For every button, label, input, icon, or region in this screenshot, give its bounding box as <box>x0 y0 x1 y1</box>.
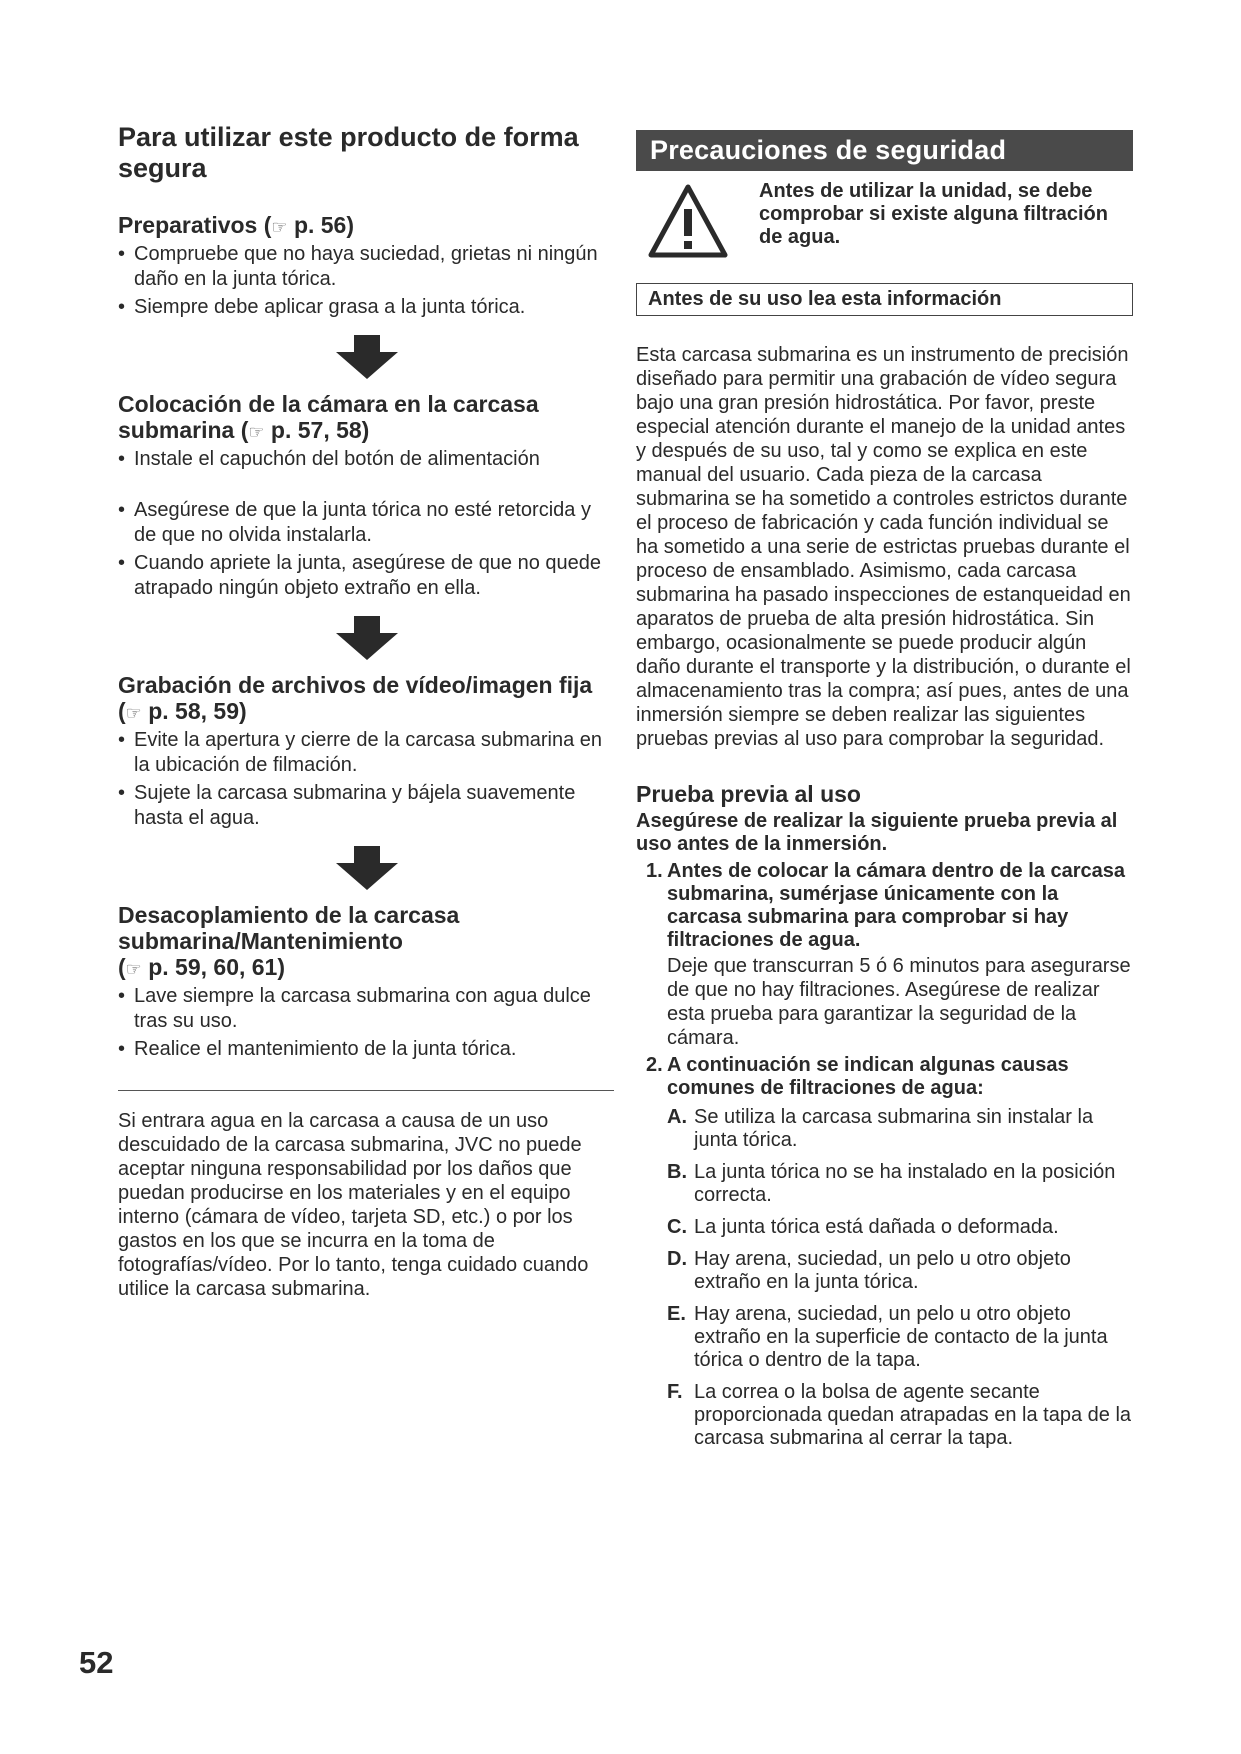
down-arrow-icon <box>118 834 613 902</box>
cause-item: A. Se utiliza la carcasa submarina sin instalar la junta tórica. <box>667 1106 1094 1151</box>
section-title: Precauciones de seguridad <box>636 130 1133 171</box>
pretest-lead: Asegúrese de realizar la siguiente prueba previa al uso antes de la inmersión. <box>636 810 1118 855</box>
step-heading: Grabación de archivos de vídeo/imagen fija (☞ p. 58, 59) <box>118 672 593 724</box>
causes-list <box>667 1106 1133 1450</box>
check-number: 1. <box>646 860 663 882</box>
disclaimer-text: Si entrara agua en la carcasa a causa de un uso descuidado de la carcasa submarina, JVC no puede aceptar ninguna responsabilidad por los daños que puedan producirse en los materiales y en el equipo interno (cámara de vídeo, tarjeta SD, etc.) o por los gastos en los que se incurra en la toma de fotografías/vídeo. Por lo tanto, tenga cuidado cuando utilice la carcasa submarina. <box>118 1110 589 1300</box>
list-item: • Instale el capuchón del botón de alimentación <box>118 447 613 472</box>
list-item: • Realice el mantenimiento de la junta tórica. <box>118 1037 613 1062</box>
step-heading: Preparativos (☞ p. 56) <box>118 212 355 238</box>
cause-item: D. Hay arena, suciedad, un pelo u otro objeto extraño en la junta tórica. <box>667 1248 1071 1293</box>
check-title: A continuación se indican algunas causas comunes de filtraciones de agua: <box>667 1054 1069 1099</box>
cause-item: C. La junta tórica está dañada o deformada. <box>667 1216 1059 1238</box>
list-item: • Evite la apertura y cierre de la carcasa submarina en la ubicación de filmación. <box>118 728 613 778</box>
step-placement <box>118 391 613 601</box>
check-item <box>636 860 1133 1050</box>
list-item: • Siempre debe aplicar grasa a la junta tórica. <box>118 295 613 320</box>
intro-paragraph: Esta carcasa submarina es un instrumento de precisión diseñado para permitir una grabación de vídeo segura bajo una gran presión hidrostática. Por favor, preste especial atención durante el manejo de la unidad antes y después de su uso, tal y como se explica en este manual del usuario. Cada pieza de la carcasa submarina se ha sometido a controles estrictos durante el proceso de fabricación y cada función individual se ha sometido a una serie de estrictas pruebas durante el proceso de ensamblado. Asimismo, cada carcasa submarina ha pasado inspecciones de estanqueidad en aparatos de prueba de alta presión hidrostática. Sin embargo, ocasionalmente se puede producir algún daño durante el transporte y la distribución, o durante el almacenamiento tras la compra; así pues, antes de una inmersión siempre se deben realizar las siguientes pruebas previas al uso para comprobar la seguridad. <box>636 344 1131 750</box>
check-number: 2. <box>646 1054 663 1076</box>
left-column <box>118 122 613 1301</box>
list-item: • Asegúrese de que la junta tórica no esté retorcida y de que no olvida instalarla. <box>118 498 613 548</box>
pointing-hand-icon: ☞ <box>125 703 142 723</box>
check-item <box>636 1054 1133 1450</box>
page-title: Para utilizar este producto de forma segura <box>118 122 579 183</box>
list-item: • Lave siempre la carcasa submarina con agua dulce tras su uso. <box>118 984 613 1034</box>
warning-block <box>636 171 1133 283</box>
list-item: • Cuando apriete la junta, asegúrese de que no quede atrapado ningún objeto extraño en ella. <box>118 551 613 601</box>
down-arrow-icon <box>118 323 613 391</box>
list-item: • Sujete la carcasa submarina y bájela suavemente hasta el agua. <box>118 781 613 831</box>
warning-triangle-icon <box>648 183 728 259</box>
divider <box>118 1090 614 1091</box>
cause-item: B. La junta tórica no se ha instalado en la posición correcta. <box>667 1161 1116 1206</box>
step-maintenance <box>118 902 613 1062</box>
info-box: Antes de su uso lea esta información <box>636 283 1133 316</box>
check-title: Antes de colocar la cámara dentro de la carcasa submarina, sumérjase únicamente con la carcasa submarina para comprobar si hay filtraciones de agua. <box>667 860 1125 951</box>
check-list <box>636 860 1133 1450</box>
cause-item: F. La correa o la bolsa de agente secante proporcionada quedan atrapadas en la tapa de la carcasa submarina al cerrar la tapa. <box>667 1381 1132 1449</box>
pointing-hand-icon: ☞ <box>248 422 265 442</box>
step-heading: Colocación de la cámara en la carcasa submarina (☞ p. 57, 58) <box>118 391 539 443</box>
pointing-hand-icon: ☞ <box>125 959 142 979</box>
down-arrow-icon <box>118 604 613 672</box>
page-number: 52 <box>79 1645 114 1680</box>
step-preparation <box>118 212 613 320</box>
check-body: Deje que transcurran 5 ó 6 minutos para asegurarse de que no hay filtraciones. Asegúrese de realizar esta prueba para garantizar la seguridad de la cámara. <box>667 955 1131 1049</box>
right-column <box>636 130 1133 1459</box>
warning-text: Antes de utilizar la unidad, se debe comprobar si existe alguna filtración de agua. <box>759 180 1108 248</box>
cause-item: E. Hay arena, suciedad, un pelo u otro objeto extraño en la superficie de contacto de la junta tórica o dentro de la tapa. <box>667 1303 1108 1371</box>
step-heading: Desacoplamiento de la carcasa submarina/Mantenimiento (☞ p. 59, 60, 61) <box>118 902 460 980</box>
pretest-title: Prueba previa al uso <box>636 781 861 807</box>
list-item: • Compruebe que no haya suciedad, grietas ni ningún daño en la junta tórica. <box>118 242 613 292</box>
pointing-hand-icon: ☞ <box>271 217 288 237</box>
step-recording <box>118 672 613 831</box>
